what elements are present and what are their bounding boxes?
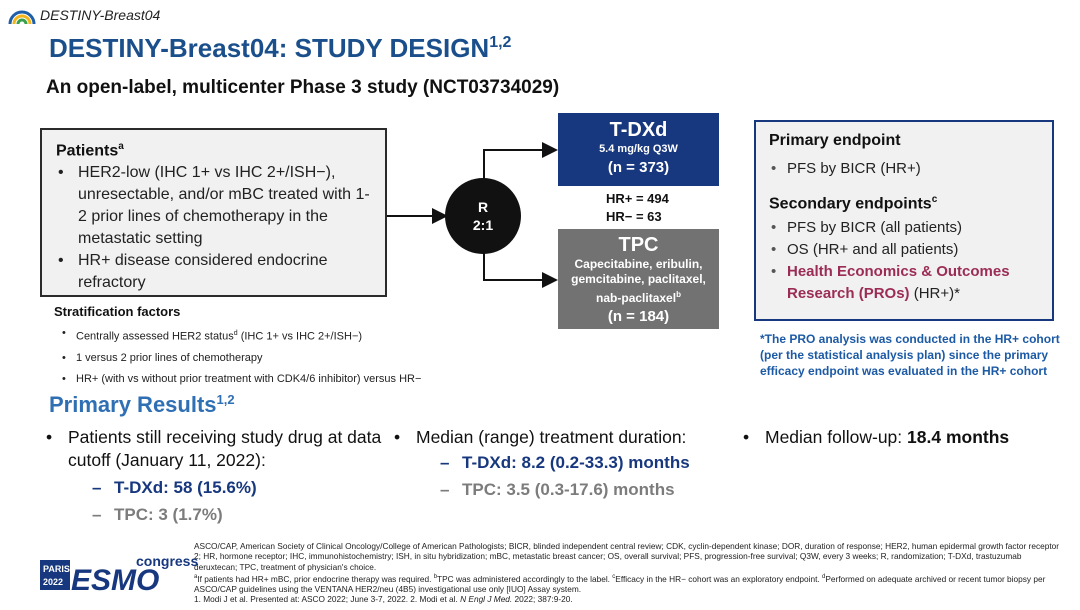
stratification-item: • Centrally assessed HER2 status$^d$ (IHC 1+ vs IHC 2+/ISH−) <box>62 323 421 348</box>
secondary-endpoints-list <box>769 217 1039 305</box>
stratification-item: • HR+ (with vs without prior treatment with CDK4/6 inhibitor) versus HR− <box>62 369 421 390</box>
logo-year: 2022 <box>43 577 64 587</box>
primary-endpoint-item: • PFS by BICR (HR+) <box>769 158 1039 180</box>
tdxd-arm-box <box>558 113 719 186</box>
results-column-duration <box>394 426 744 503</box>
randomization-ratio: 2:1 <box>472 217 494 233</box>
results-column-follow-up <box>743 426 1073 449</box>
tpc-arm-n: (n = 184) <box>607 308 670 325</box>
results-tpc-value: – TPC: 3.5 (0.3-17.6) months <box>440 476 744 503</box>
page-title: DESTINY-Breast04: STUDY DESIGN$^{1,2}$ <box>49 33 512 63</box>
pro-analysis-note: *The PRO analysis was conducted in the HR+ cohort (per the statistical analysis plan) since the primary efficacy endpoint was evaluated in the HR+ cohort <box>760 332 1060 378</box>
destiny-logo-icon <box>8 4 36 26</box>
secondary-endpoint-item: • PFS by BICR (all patients) <box>769 217 1039 239</box>
tpc-arm-box <box>558 229 719 329</box>
header-study-label: DESTINY-Breast04 <box>40 7 161 23</box>
footnotes <box>194 541 1062 605</box>
results-tpc-value: – TPC: 3 (1.7%) <box>92 501 396 528</box>
tpc-arm-name: TPC <box>618 234 659 256</box>
patients-criteria-list <box>56 162 371 294</box>
results-bullet: • Median follow-up: 18.4 months <box>743 426 1073 449</box>
footnote-notes: $^a$If patients had HR+ mBC, prior endocrine therapy was required. $^b$TPC was administered accordingly to the label. $^c$Efficacy in the HR− cohort was an exploratory endpoint. $^d$Performed on adequate archived or recent tumor biopsy per ASCO/CAP guidelines using the VENTANA HER2/neu (4B5) investigational use only [IUO] Assay system. <box>194 573 1046 594</box>
secondary-endpoints-title: Secondary endpoints$^c$ <box>769 194 938 213</box>
secondary-endpoint-item: • OS (HR+ and all patients) <box>769 239 1039 261</box>
primary-endpoint-list <box>769 158 1039 180</box>
tdxd-arm-n: (n = 373) <box>607 159 670 176</box>
endpoints-box <box>754 120 1054 321</box>
logo-congress: congress <box>136 553 199 569</box>
stratification-title: Stratification factors <box>54 304 181 319</box>
tdxd-arm-dose: 5.4 mg/kg Q3W <box>599 143 678 155</box>
results-bullet: • Patients still receiving study drug at data cutoff (January 11, 2022): <box>46 426 396 472</box>
page-subtitle: An open-label, multicenter Phase 3 study (NCT03734029) <box>46 77 560 98</box>
logo-city: PARIS <box>43 564 70 574</box>
results-bullet: • Median (range) treatment duration: <box>394 426 744 449</box>
secondary-endpoint-item-heor: • Health Economics & Outcomes Research (PROs) (HR+)* <box>769 261 1039 305</box>
hr-negative-count: HR− = 63 <box>606 209 662 224</box>
stratification-item: • 1 versus 2 prior lines of chemotherapy <box>62 348 421 369</box>
logo-brand: ESMO <box>71 564 160 597</box>
hr-positive-count: HR+ = 494 <box>606 191 669 206</box>
patients-criterion: • HER2-low (IHC 1+ vs IHC 2+/ISH−), unresectable, and/or mBC treated with 1-2 prior lines of chemotherapy in the metastatic setting <box>56 162 371 250</box>
tpc-arm-drugs: Capecitabine, eribulin, gemcitabine, paclitaxel, nab-paclitaxel$^b$ <box>571 257 706 305</box>
footnote-abbreviations: ASCO/CAP, American Society of Clinical Oncology/College of American Pathologists; BICR, blinded independent central review; CDK, cyclin-dependent kinase; DOR, duration of response; HER2, human epidermal growth factor receptor 2; HR, hormone receptor; IHC, immunohistochemistry; ISH, in situ hybridization; mBC, metastatic breast cancer; OS, overall survival; PFS, progression-free survival; Q3W, every 3 weeks; R, randomization; T-DXd, trastuzumab deruxtecan; TPC, treatment of physician's choice. <box>194 541 1059 572</box>
results-tdxd-value: – T-DXd: 8.2 (0.2-33.3) months <box>440 449 744 476</box>
primary-results-title: Primary Results$^{1,2}$ <box>49 392 235 417</box>
results-column-study-drug <box>46 426 396 528</box>
primary-endpoint-title: Primary endpoint <box>769 132 901 149</box>
tdxd-arm-name: T-DXd <box>609 119 668 141</box>
randomization-label: R <box>477 199 489 215</box>
patients-criterion: • HR+ disease considered endocrine refractory <box>56 250 371 294</box>
esmo-congress-logo <box>40 550 199 597</box>
randomization-circle <box>445 178 521 254</box>
patients-box <box>40 128 387 297</box>
patients-title: Patients$^a$ <box>56 141 124 160</box>
results-tdxd-value: – T-DXd: 58 (15.6%) <box>92 474 396 501</box>
footnote-references: 1. Modi J et al. Presented at: ASCO 2022; June 3-7, 2022. 2. Modi et al. N Engl J Med. 2022; 387:9-20. <box>194 594 573 605</box>
stratification-list <box>62 323 421 390</box>
